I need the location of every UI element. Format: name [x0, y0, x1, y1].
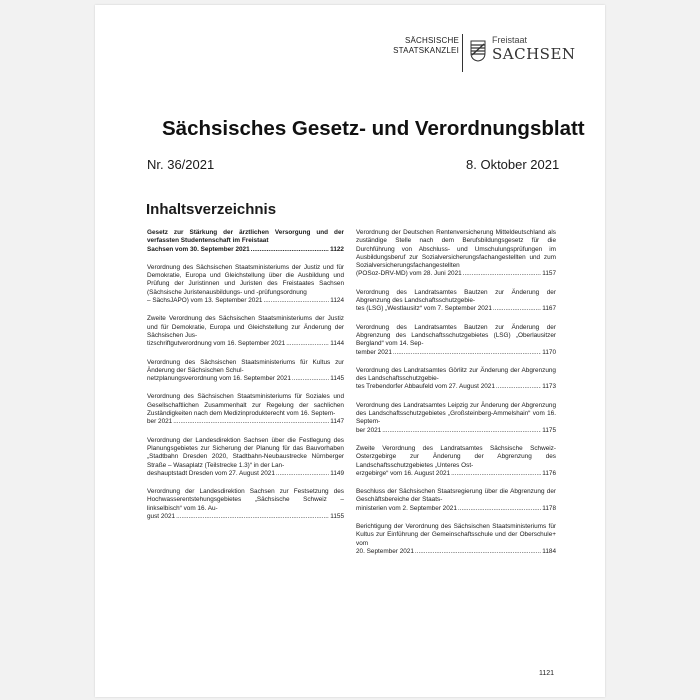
toc-page-number: 1170 [542, 348, 556, 356]
toc-entry-text: Verordnung des Sächsischen Staatsministeriums der Justiz und für Demokratie, Europa und Gleichstellung über die Ausbildung und Prüfung der Juristinnen und Juristen des Freistaates Sachsen (Sächsische Juristenausbildungs- und -prüfungsordnung [147, 263, 344, 296]
toc-entry-lastline [356, 270, 556, 278]
toc-entry-lastline [356, 427, 556, 435]
toc-entry-lastline [356, 305, 556, 313]
toc-entry-lastline [147, 375, 344, 383]
toc-entry-lastline [147, 297, 344, 305]
dot-leader [415, 548, 541, 556]
toc-entry-lastline [356, 548, 556, 556]
gazette-title: Sächsisches Gesetz- und Verordnungsblatt [162, 117, 585, 140]
toc-entry-lastline [147, 340, 344, 348]
toc-entry-text-end: ministerien vom 2. September 2021 [356, 504, 457, 512]
saxony-coat-of-arms-icon [470, 40, 486, 62]
toc-entry-text-end: – SächsJAPO) vom 13. September 2021 [147, 297, 263, 305]
toc-entry-text-end: tember 2021 [356, 348, 392, 356]
toc-entry-text-end: erzgebirge“ vom 16. August 2021 [356, 469, 451, 477]
toc-entry [147, 488, 344, 521]
toc-entry-text: Verordnung des Sächsischen Staatsministeriums für Kultus zur Änderung der Sächsischen Schul- [147, 358, 344, 374]
dot-leader [496, 383, 541, 391]
dot-leader [382, 427, 541, 435]
dot-leader [463, 270, 542, 278]
toc-entry [356, 367, 556, 392]
freistaat-label: Freistaat [492, 35, 528, 45]
logo-line-1: SÄCHSISCHE [404, 36, 459, 45]
toc-entry [356, 523, 556, 556]
toc-entry-text: Zweite Verordnung des Sächsischen Staatsministeriums der Justiz und für Demokratie, Europa und Gleichstellung zur Änderung der Sächsischen Jus- [147, 315, 344, 339]
toc-heading: Inhaltsverzeichnis [146, 201, 277, 218]
toc-page-number: 1176 [542, 469, 556, 477]
toc-entry-lastline [356, 349, 556, 357]
toc-entry-text: Verordnung des Landratsamtes Bautzen zur Änderung der Abgrenzung des Landschaftsschutzgebietes (LSG) „Oberlausitzer Bergland“ vom 14. Sep- [356, 323, 556, 348]
toc-entry-text: Verordnung des Landratsamtes Leipzig zur Änderung der Abgrenzung des Landschaftsschutzgebietes „Großsteinberg-Ammelshain“ vom 16. Septem- [356, 401, 556, 426]
dot-leader [286, 340, 329, 348]
toc-page-number: 1184 [542, 547, 556, 555]
toc-page-number: 1149 [330, 469, 344, 477]
dot-leader [251, 246, 329, 254]
toc-entry-text-end: (POSoz-DRV-MD) vom 28. Juni 2021 [356, 270, 462, 278]
toc-entry-text-end: tizschriftgutverordnung vom 16. September 2021 [147, 340, 286, 348]
toc-entry-text: Zweite Verordnung des Landratsamtes Sächsische Schweiz-Osterzgebirge zur Änderung der Abgrenzung des Landschaftsschutzgebietes „Unteres Ost- [356, 444, 556, 469]
toc-page-number: 1178 [542, 504, 556, 512]
toc-entry-lastline [356, 505, 556, 513]
toc-entry-text: Berichtigung der Verordnung des Sächsischen Staatsministeriums für Kultus zur Einführung der Gemeinschaftsschule und der Oberschule+ vom [356, 523, 556, 547]
toc-entry [356, 402, 556, 435]
toc-entry-text-end: tes Trebendorfer Abbaufeld vom 27. August 2021 [356, 383, 495, 391]
toc-entry [147, 393, 344, 426]
dot-leader [451, 470, 541, 478]
logo-line-2: STAATSKANZLEI [393, 46, 459, 55]
toc-entry-lastline [356, 470, 556, 478]
dot-leader [493, 305, 541, 313]
toc-page-number: 1124 [330, 297, 344, 305]
issue-number: Nr. 36/2021 [147, 157, 215, 172]
toc-entry-text: Verordnung der Landesdirektion Sachsen zur Festsetzung des Hochwasserentstehungsgebietes „Sächsische Schweiz – linkselbisch“ vom 16. Au- [147, 488, 344, 512]
toc-page-number: 1147 [330, 418, 344, 426]
toc-entry-lastline [356, 383, 556, 391]
toc-page-number: 1122 [330, 245, 344, 253]
toc-entry [147, 437, 344, 478]
freistaat-sachsen-logo [492, 35, 576, 63]
toc-entry [147, 315, 344, 348]
toc-page-number: 1167 [542, 305, 556, 313]
dot-leader [393, 349, 541, 357]
toc-page-number: 1157 [542, 270, 556, 278]
toc-entry-lastline [147, 470, 344, 478]
toc-entry-lastline [147, 513, 344, 521]
toc-entry-text: Verordnung der Landesdirektion Sachsen über die Festlegung des Planungsgebietes zur Sicherung der Planung für das Bauvorhaben „Stadtbahn Dresden 2020, Stadtbahn-Neubaustrecke Nürnberger Straße – Wasaplatz (Teilstrecke 1.3)“ in der Lan- [147, 436, 344, 469]
toc-entry [356, 445, 556, 478]
toc-entry [356, 488, 556, 513]
dot-leader [176, 513, 329, 521]
sachsen-label: SACHSEN [492, 45, 576, 63]
toc-column-right [356, 229, 556, 566]
logo-divider [462, 34, 463, 72]
toc-entry [356, 324, 556, 357]
dot-leader [292, 375, 329, 383]
toc-page-number: 1144 [330, 340, 344, 348]
toc-entry-text: Beschluss der Sächsischen Staatsregierung über die Abgrenzung der Geschäftsbereiche der Staats- [356, 488, 556, 504]
toc-entry-text-end: 20. September 2021 [356, 547, 414, 555]
toc-entry-text-end: Sachsen vom 30. September 2021 [147, 245, 250, 253]
toc-entry-text-end: ber 2021 [356, 426, 382, 434]
toc-entry-text-end: tes (LSG) „Westlausitz“ vom 7. September 2021 [356, 305, 492, 313]
issue-date: 8. Oktober 2021 [466, 157, 560, 172]
toc-entry-text: Gesetz zur Stärkung der ärztlichen Versorgung und der verfassten Studentenschaft im Freistaat [147, 229, 344, 245]
toc-entry-text-end: gust 2021 [147, 513, 176, 521]
toc-column-left [147, 229, 344, 531]
toc-entry-text-end: netzplanungsverordnung vom 16. September 2021 [147, 375, 291, 383]
toc-entry-text-end: ber 2021 [147, 418, 173, 426]
toc-entry-text-end: deshauptstadt Dresden vom 27. August 2021 [147, 469, 275, 477]
toc-entry-text: Verordnung des Landratsamtes Bautzen zur Änderung der Abgrenzung des Landschaftsschutzgebie- [356, 288, 556, 305]
toc-page-number: 1145 [330, 375, 344, 383]
toc-page-number: 1155 [330, 513, 344, 521]
toc-entry-lastline [147, 418, 344, 426]
toc-page-number: 1175 [542, 426, 556, 434]
toc-entry-text: Verordnung des Sächsischen Staatsministeriums für Soziales und Gesellschaftlichen Zusammenhalt zur Regelung der sachlichen Zuständigkeiten nach dem Medizinprodukterecht vom 16. Septem- [147, 393, 344, 418]
dot-leader [276, 470, 329, 478]
toc-entry-text: Verordnung der Deutschen Rentenversicherung Mitteldeutschland als zuständige Stelle nach dem Berufsbildungsgesetz für die Durchführung von Abschluss- und Umschulungsprüfungen im Ausbildungsberuf zur Sozialversicherungsfachangestellten und zum Sozialversicherungsfachangestellten [356, 229, 556, 270]
toc-entry [356, 289, 556, 314]
dot-leader [173, 418, 329, 426]
toc-entry [147, 264, 344, 305]
dot-leader [263, 297, 329, 305]
toc-entry [147, 359, 344, 384]
toc-entry [147, 229, 344, 254]
dot-leader [458, 505, 541, 513]
toc-entry [356, 229, 556, 279]
toc-page-number: 1173 [542, 383, 556, 391]
toc-entry-lastline [147, 246, 344, 254]
toc-entry-text: Verordnung des Landratsamtes Görlitz zur Änderung der Abgrenzung des Landschaftsschutzgebie- [356, 366, 556, 383]
page-number: 1121 [539, 670, 555, 677]
staatskanzlei-logo [299, 36, 459, 56]
